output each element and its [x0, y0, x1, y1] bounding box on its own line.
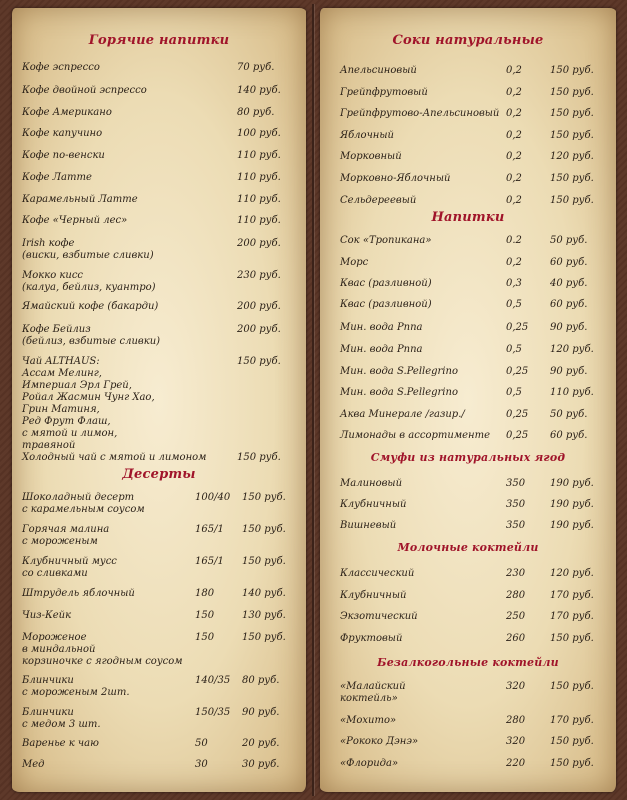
- item-size: 100/40: [195, 492, 231, 503]
- item-name-line: Блинчики: [22, 675, 74, 686]
- item-name-line: со сливками: [22, 568, 88, 579]
- item-price: 60 руб.: [550, 430, 588, 441]
- item-size: 230: [506, 568, 526, 579]
- section-title-desserts: Десерты: [122, 467, 196, 482]
- item-name-line: «Малайский: [340, 681, 406, 692]
- item-name-line: с карамельным соусом: [22, 504, 145, 515]
- item-size: 165/1: [195, 524, 224, 535]
- item-name-line: Морковный: [340, 151, 402, 162]
- item-name-line: Кофе по-венски: [22, 150, 105, 161]
- item-size: 0,2: [506, 87, 522, 98]
- item-price: 70 руб.: [237, 62, 275, 73]
- item-name: [22, 452, 206, 464]
- item-price: 140 руб.: [242, 588, 286, 599]
- item-price: 80 руб.: [242, 675, 280, 686]
- item-size: 140/35: [195, 675, 231, 686]
- item-price: 190 руб.: [550, 520, 594, 531]
- item-price: 150 руб.: [550, 173, 594, 184]
- item-name-line: Грейпфрутовый: [340, 87, 428, 98]
- item-name: [340, 430, 490, 442]
- item-price: 150 руб.: [550, 87, 594, 98]
- item-price: 20 руб.: [242, 738, 280, 749]
- item-price: 150 руб.: [237, 452, 281, 463]
- item-name: [22, 215, 127, 227]
- item-name-line: Ройал Жасмин Чунг Хао,: [22, 392, 155, 403]
- item-name-line: в миндальной: [22, 644, 96, 655]
- item-name-line: Кофе Американо: [22, 107, 112, 118]
- item-price: 80 руб.: [237, 107, 275, 118]
- menu-page-left: [12, 8, 306, 792]
- item-size: 180: [195, 588, 215, 599]
- item-price: 150 руб.: [550, 681, 594, 692]
- item-name: [340, 108, 499, 120]
- item-size: 250: [506, 611, 526, 622]
- item-name: [340, 568, 414, 580]
- menu-page-right: [320, 8, 616, 792]
- item-price: 150 руб.: [237, 356, 281, 367]
- item-name-line: коктейль»: [340, 693, 398, 704]
- item-name: [22, 150, 105, 162]
- item-size: 0,25: [506, 322, 529, 333]
- item-price: 120 руб.: [550, 151, 594, 162]
- item-name: [340, 195, 416, 207]
- item-name-line: с мятой и лимон,: [22, 428, 118, 439]
- item-name: [22, 492, 145, 516]
- item-name: [22, 556, 117, 580]
- item-name: [340, 366, 458, 378]
- item-name: [22, 107, 112, 119]
- item-price: 150 руб.: [550, 108, 594, 119]
- item-name-line: Клубничный: [340, 590, 407, 601]
- item-name: [22, 356, 155, 452]
- item-name: [22, 172, 92, 184]
- item-name-line: Вишневый: [340, 520, 397, 531]
- item-name-line: Irish кофе: [22, 238, 75, 249]
- item-price: 140 руб.: [237, 85, 281, 96]
- item-name-line: Апельсиновый: [340, 65, 417, 76]
- item-price: 190 руб.: [550, 499, 594, 510]
- item-name-line: «Флорида»: [340, 758, 399, 769]
- item-price: 150 руб.: [242, 524, 286, 535]
- item-size: 0,2: [506, 108, 522, 119]
- item-name: [22, 85, 147, 97]
- section-title-milkshakes: Молочные коктейли: [397, 541, 539, 554]
- item-price: 110 руб.: [237, 172, 281, 183]
- item-name-line: Мин. вода Рппа: [340, 344, 423, 355]
- item-name: [340, 278, 432, 290]
- item-size: 0,2: [506, 130, 522, 141]
- item-name: [22, 194, 138, 206]
- item-name-line: (калуа, бейлиз, куантро): [22, 282, 156, 293]
- item-size: 0,2: [506, 173, 522, 184]
- item-size: 0,5: [506, 299, 522, 310]
- item-price: 150 руб.: [550, 736, 594, 747]
- item-price: 110 руб.: [237, 194, 281, 205]
- item-name: [22, 707, 101, 731]
- item-name: [340, 173, 450, 185]
- item-name: [340, 611, 418, 623]
- item-name: [340, 681, 406, 705]
- item-name-line: Блинчики: [22, 707, 74, 718]
- item-price: 90 руб.: [550, 322, 588, 333]
- item-size: 320: [506, 736, 526, 747]
- item-size: 280: [506, 590, 526, 601]
- item-name-line: Грейпфрутово-Апельсиновый: [340, 108, 500, 119]
- item-name: [340, 322, 423, 334]
- item-name: [340, 590, 406, 602]
- item-price: 130 руб.: [242, 610, 286, 621]
- item-name: [340, 387, 458, 399]
- item-size: 0.2: [506, 235, 522, 246]
- item-name-line: Мин. вода S.Pellegrino: [340, 387, 458, 398]
- item-size: 0,3: [506, 278, 522, 289]
- item-name-line: Чиз-Кейк: [22, 610, 72, 621]
- item-name-line: Варенье к чаю: [22, 738, 99, 749]
- item-price: 110 руб.: [550, 387, 594, 398]
- item-name-line: Шоколадный десерт: [22, 492, 135, 503]
- section-title-hot-drinks: Горячие напитки: [88, 33, 230, 48]
- item-price: 230 руб.: [237, 270, 281, 281]
- item-size: 260: [506, 633, 526, 644]
- item-size: 350: [506, 499, 526, 510]
- item-price: 150 руб.: [550, 195, 594, 206]
- item-size: 50: [195, 738, 208, 749]
- item-price: 150 руб.: [242, 632, 286, 643]
- item-name: [22, 238, 154, 262]
- item-name: [340, 478, 402, 490]
- item-name: [22, 128, 102, 140]
- item-price: 110 руб.: [237, 215, 281, 226]
- section-title-juices: Соки натуральные: [392, 33, 544, 48]
- item-name-line: Кофе Латте: [22, 172, 92, 183]
- item-price: 90 руб.: [242, 707, 280, 718]
- item-price: 90 руб.: [550, 366, 588, 377]
- item-name-line: Мин. вода Рппа: [340, 322, 423, 333]
- item-name-line: Карамельный Латте: [22, 194, 138, 205]
- section-title-nonalc-cocktails: Безалкогольные коктейли: [377, 656, 559, 669]
- item-size: 0,25: [506, 366, 529, 377]
- item-name-line: Кофе «Черный лес»: [22, 215, 128, 226]
- item-name: [340, 633, 402, 645]
- item-name: [22, 759, 45, 771]
- item-name-line: Лимонады в ассортименте: [340, 430, 491, 441]
- item-size: 320: [506, 681, 526, 692]
- item-price: 190 руб.: [550, 478, 594, 489]
- item-name: [22, 270, 156, 294]
- item-name: [22, 301, 158, 313]
- item-name-line: Мин. вода S.Pellegrino: [340, 366, 458, 377]
- item-name: [340, 87, 428, 99]
- section-title-smoothies: Смуфи из натуральных ягод: [370, 451, 566, 464]
- item-name-line: Фруктовый: [340, 633, 403, 644]
- item-name-line: Мороженое: [22, 632, 87, 643]
- item-name-line: Морс: [340, 257, 369, 268]
- item-size: 165/1: [195, 556, 224, 567]
- item-name: [340, 758, 398, 770]
- item-name: [340, 344, 423, 356]
- item-name: [340, 715, 396, 727]
- item-name: [340, 130, 394, 142]
- item-size: 350: [506, 478, 526, 489]
- item-name: [340, 65, 417, 77]
- item-size: 0,25: [506, 409, 529, 420]
- item-name-line: Холодный чай с мятой и лимоном: [22, 452, 207, 463]
- item-name-line: Аква Минерале /газир./: [340, 409, 465, 420]
- item-name-line: Малиновый: [340, 478, 403, 489]
- item-name-line: Чай ALTHAUS:: [22, 356, 100, 367]
- item-name-line: «Мохито»: [340, 715, 397, 726]
- item-size: 0,2: [506, 195, 522, 206]
- item-price: 200 руб.: [237, 301, 281, 312]
- item-name-line: Мед: [22, 759, 45, 770]
- item-size: 280: [506, 715, 526, 726]
- item-price: 110 руб.: [237, 150, 281, 161]
- item-size: 150/35: [195, 707, 231, 718]
- item-price: 120 руб.: [550, 344, 594, 355]
- item-name: [22, 610, 71, 622]
- item-name: [22, 588, 135, 600]
- section-title-drinks: Напитки: [431, 210, 505, 225]
- item-name: [340, 499, 406, 511]
- item-price: 170 руб.: [550, 611, 594, 622]
- item-name-line: Клубничный мусс: [22, 556, 117, 567]
- item-size: 0,2: [506, 151, 522, 162]
- item-price: 60 руб.: [550, 257, 588, 268]
- item-size: 350: [506, 520, 526, 531]
- item-price: 30 руб.: [242, 759, 280, 770]
- item-name-line: травяной: [22, 440, 76, 451]
- item-price: 170 руб.: [550, 590, 594, 601]
- item-name-line: Ямайский кофе (бакарди): [22, 301, 159, 312]
- item-name: [340, 520, 396, 532]
- item-name-line: с мороженым: [22, 536, 98, 547]
- item-price: 100 руб.: [237, 128, 281, 139]
- item-price: 50 руб.: [550, 235, 588, 246]
- item-name: [22, 524, 109, 548]
- item-name-line: с мороженым 2шт.: [22, 687, 130, 698]
- item-name-line: Классический: [340, 568, 415, 579]
- item-price: 150 руб.: [550, 130, 594, 141]
- item-size: 150: [195, 610, 215, 621]
- item-price: 60 руб.: [550, 299, 588, 310]
- column-divider: [312, 4, 314, 796]
- item-price: 150 руб.: [242, 556, 286, 567]
- item-price: 200 руб.: [237, 238, 281, 249]
- item-name-line: Морковно-Яблочный: [340, 173, 451, 184]
- item-name-line: Горячая малина: [22, 524, 110, 535]
- item-name-line: Мокко кисс: [22, 270, 84, 281]
- item-name: [340, 151, 402, 163]
- item-name-line: (бейлиз, взбитые сливки): [22, 336, 161, 347]
- item-name-line: Сок «Тропикана»: [340, 235, 432, 246]
- item-name: [340, 409, 465, 421]
- item-name-line: Кофе Бейлиз: [22, 324, 91, 335]
- item-size: 0,2: [506, 257, 522, 268]
- item-name-line: Ассам Мелинг,: [22, 368, 102, 379]
- item-name-line: Империал Эрл Грей,: [22, 380, 132, 391]
- item-name-line: Яблочный: [340, 130, 394, 141]
- item-name-line: Квас (разливной): [340, 299, 432, 310]
- item-size: 0,25: [506, 430, 529, 441]
- item-name-line: Кофе капучино: [22, 128, 103, 139]
- item-name-line: «Рококо Дэнэ»: [340, 736, 419, 747]
- item-price: 120 руб.: [550, 568, 594, 579]
- item-size: 0,5: [506, 344, 522, 355]
- item-name: [340, 235, 432, 247]
- item-name-line: Клубничный: [340, 499, 407, 510]
- item-size: 150: [195, 632, 215, 643]
- item-name-line: Кофе двойной эспрессо: [22, 85, 147, 96]
- item-price: 170 руб.: [550, 715, 594, 726]
- item-name-line: Экзотический: [340, 611, 418, 622]
- item-name-line: (виски, взбитые сливки): [22, 250, 154, 261]
- item-name: [340, 299, 432, 311]
- item-name-line: Штрудель яблочный: [22, 588, 135, 599]
- item-name-line: Сельдереевый: [340, 195, 417, 206]
- item-price: 150 руб.: [550, 633, 594, 644]
- item-size: 0,5: [506, 387, 522, 398]
- item-price: 150 руб.: [550, 65, 594, 76]
- item-size: 0,2: [506, 65, 522, 76]
- item-name-line: Грин Матиня,: [22, 404, 100, 415]
- item-name: [22, 738, 99, 750]
- item-name: [340, 257, 368, 269]
- item-name-line: Квас (разливной): [340, 278, 432, 289]
- item-name-line: корзиночке с ягодным соусом: [22, 656, 183, 667]
- item-name: [340, 736, 418, 748]
- item-name: [22, 62, 100, 74]
- item-name-line: Ред Фрут Флаш,: [22, 416, 111, 427]
- item-price: 150 руб.: [550, 758, 594, 769]
- item-size: 30: [195, 759, 208, 770]
- item-price: 50 руб.: [550, 409, 588, 420]
- item-price: 200 руб.: [237, 324, 281, 335]
- item-name-line: с медом 3 шт.: [22, 719, 101, 730]
- item-price: 150 руб.: [242, 492, 286, 503]
- item-name: [22, 324, 160, 348]
- item-name: [22, 632, 183, 668]
- item-size: 220: [506, 758, 526, 769]
- item-price: 40 руб.: [550, 278, 588, 289]
- item-name-line: Кофе эспрессо: [22, 62, 100, 73]
- item-name: [22, 675, 130, 699]
